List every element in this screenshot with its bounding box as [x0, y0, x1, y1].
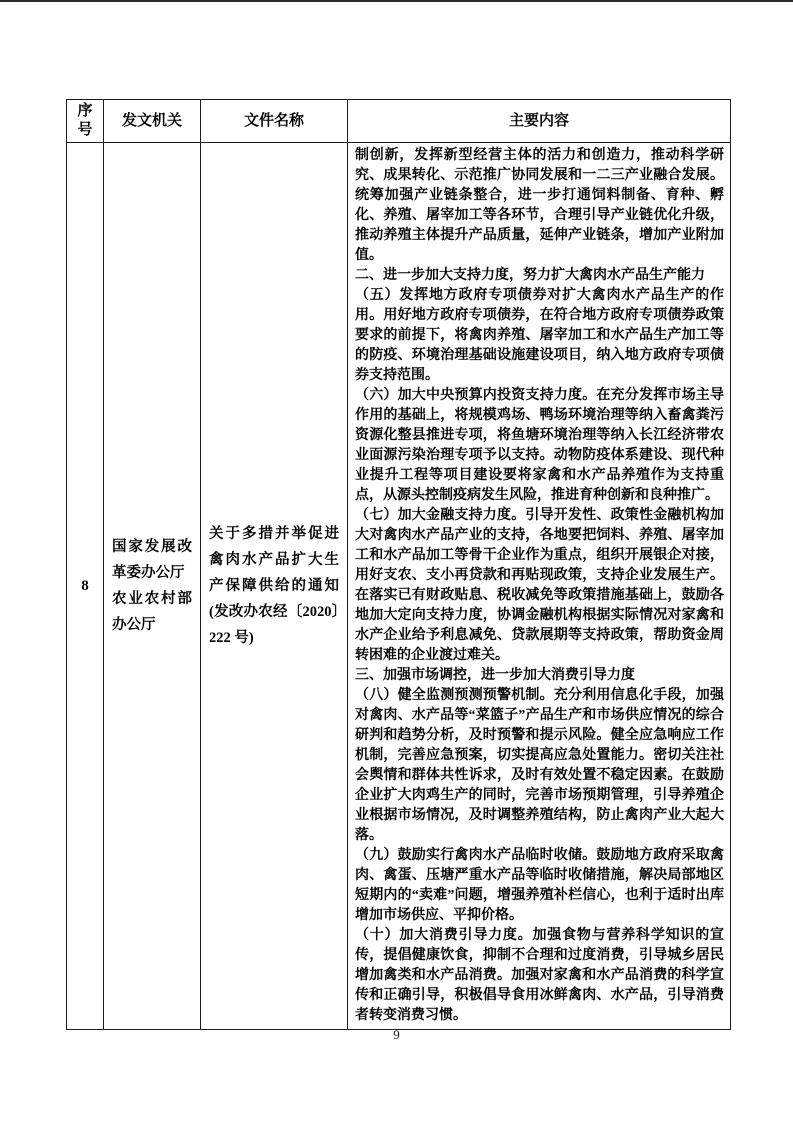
cell-document-name: 关于多措并举促进禽肉水产品扩大生产保障供给的通知(发改办农经〔2020〕222 号) — [201, 143, 348, 1030]
content-paragraph: 制创新，发挥新型经营主体的活力和创造力，推动科学研究、成果转化、示范推广协同发展和一二三产业融合发展。统筹加强产业链条整合，进一步打通饲料制备、育种、孵化、养殖、屠宰加工等各环节，合理引导产业链优化升级，推动养殖主体提升产品质量，延伸产业链条，增加产业附加值。 — [355, 148, 724, 263]
content-paragraph: （六）加大中央预算内投资支持力度。在充分发挥市场主导作用的基础上，将规模鸡场、鸭场环境治理等纳入畜禽粪污资源化整县推进专项，将鱼塘环境治理等纳入长江经济带农业面源污染治理专项予以支持。动物防疫体系建设、现代种业提升工程等项目建设要将家禽和水产品养殖作为支持重点，从源头控制疫病发生风险，推进育种创新和良种推广。 — [355, 388, 724, 503]
agency-line: 农业农村部办公厅 — [112, 591, 192, 633]
column-header-index — [67, 100, 104, 143]
column-header-doc-name-label: 文件名称 — [243, 112, 304, 129]
agency-line: 国家发展改革委办公厅 — [112, 539, 192, 581]
content-paragraph: 二、进一步加大支持力度，努力扩大禽肉水产品生产能力 — [355, 268, 705, 283]
column-header-index-label: 序号 — [77, 103, 93, 138]
table-row — [67, 143, 731, 1030]
content-paragraph: （八）健全监测预测预警机制。充分利用信息化手段，加强对禽肉、水产品等“菜篮子”产品生产和市场供应情况的综合研判和趋势分析，及时预警和提示风险。健全应急响应工作机制，完善应急预案，切实提高应急处置能力。密切关注社会舆情和群体共性诉求，及时有效处置不稳定因素。在鼓励企业扩大肉鸡生产的同时，完善市场预期管理，引导养殖企业根据市场情况，及时调整养殖结构，防止禽肉产业大起大落。 — [355, 688, 724, 843]
content-paragraph: （九）鼓励实行禽肉水产品临时收储。鼓励地方政府采取禽肉、禽蛋、压塘严重水产品等临时收储措施，解决局部地区短期内的“卖难”问题，增强养殖补栏信心，也利于适时出库增加市场供应、平抑价格。 — [355, 848, 724, 923]
column-header-content — [348, 100, 731, 143]
cell-issuing-agency — [104, 143, 201, 1030]
column-header-agency — [104, 100, 201, 143]
page-number: 9 — [393, 1027, 400, 1042]
column-header-agency-label: 发文机关 — [121, 112, 182, 129]
column-header-content-label: 主要内容 — [508, 112, 569, 129]
content-paragraph: （七）加大金融支持力度。引导开发性、政策性金融机构加大对禽肉水产品产业的支持，各地要把饲料、养殖、屠宰加工和水产品加工等骨干企业作为重点，组织开展银企对接，用好支农、支小再贷款和再贴现政策，支持企业发展生产。在落实已有财政贴息、税收减免等政策措施基础上，鼓励各地加大定向支持力度，协调金融机构根据实际情况对家禽和水产企业给予利息减免、贷款展期等支持政策，帮助资金周转困难的企业渡过难关。 — [355, 508, 724, 663]
cell-main-content — [348, 143, 731, 1030]
content-paragraph: 三、加强市场调控，进一步加大消费引导力度 — [355, 668, 635, 683]
content-paragraph: （十）加大消费引导力度。加强食物与营养科学知识的宣传，提倡健康饮食，抑制不合理和过度消费，引导城乡居民增加禽类和水产品消费。加强对家禽和水产品消费的科学宣传和正确引导，积极倡导食用冰鲜禽肉、水产品，引导消费者转变消费习惯。 — [355, 928, 724, 1023]
table-header-row — [67, 100, 731, 143]
scan-edge-line — [0, 0, 793, 2]
cell-serial-number: 8 — [67, 143, 104, 1030]
content-paragraph: （五）发挥地方政府专项债券对扩大禽肉水产品生产的作用。用好地方政府专项债券，在符合地方政府专项债券政策要求的前提下，将禽肉养殖、屠宰加工和水产品生产加工等的防疫、环境治理基础设施建设项目，纳入地方政府专项债券支持范围。 — [355, 288, 724, 383]
document-table — [66, 99, 731, 1030]
column-header-doc-name — [201, 100, 348, 143]
